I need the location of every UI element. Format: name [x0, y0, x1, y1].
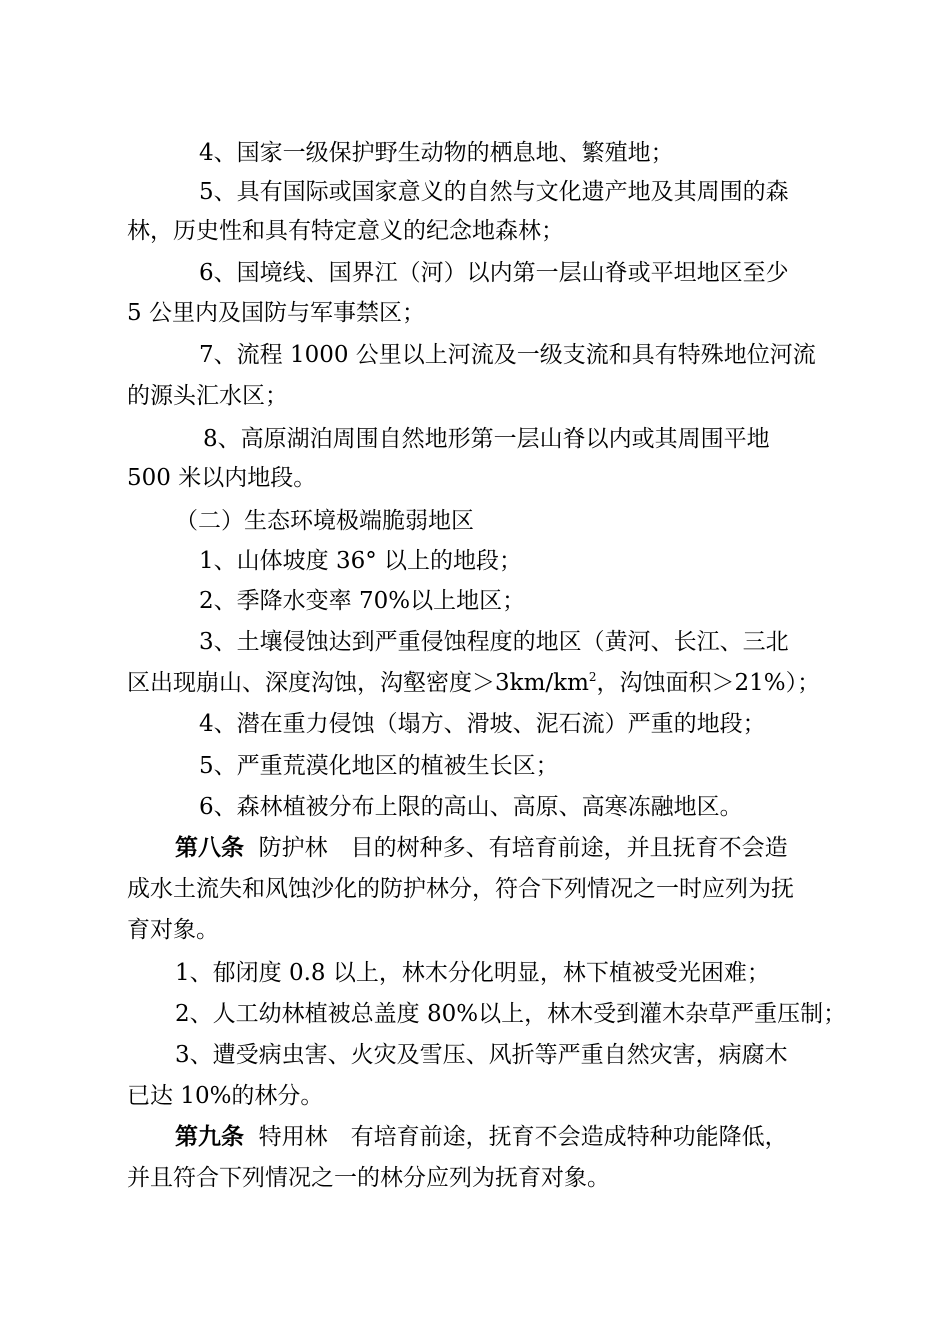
text-line: 500 米以内地段。: [127, 465, 317, 491]
text-segment: 防护林 目的树种多、有培育前途，并且抚育不会造: [258, 835, 788, 861]
text-line: 并且符合下列情况之一的林分应列为抚育对象。: [127, 1165, 610, 1191]
text-line: 2、季降水变率 70%以上地区；: [199, 588, 526, 614]
text-line: 5、具有国际或国家意义的自然与文化遗产地及其周围的森: [199, 179, 789, 205]
text-line: 1、山体坡度 36° 以上的地段；: [199, 548, 523, 574]
text-line: 4、国家一级保护野生动物的栖息地、繁殖地；: [199, 140, 674, 166]
text-line: 6、国境线、国界江（河）以内第一层山脊或平坦地区至少: [199, 260, 789, 286]
article-line: [175, 833, 788, 863]
text-line: 1、郁闭度 0.8 以上，林木分化明显，林下植被受光困难；: [175, 960, 770, 986]
text-segment: ，沟蚀面积＞21%）；: [596, 670, 821, 696]
text-line: 育对象。: [127, 917, 219, 943]
superscript: 2: [588, 670, 597, 684]
text-line: 成水土流失和风蚀沙化的防护林分，符合下列情况之一时应列为抚: [127, 876, 794, 902]
article-title: 第九条: [175, 1123, 244, 1150]
text-line: 已达 10%的林分。: [127, 1083, 324, 1109]
text-line: [127, 668, 820, 698]
text-line: 林，历史性和具有特定意义的纪念地森林；: [127, 218, 564, 244]
text-line: 5、严重荒漠化地区的植被生长区；: [199, 753, 559, 779]
text-line: 7、流程 1000 公里以上河流及一级支流和具有特殊地位河流: [199, 342, 816, 368]
text-line: 8、高原湖泊周围自然地形第一层山脊以内或其周围平地: [203, 426, 770, 452]
text-line: 3、土壤侵蚀达到严重侵蚀程度的地区（黄河、长江、三北: [199, 629, 789, 655]
text-line: 5 公里内及国防与军事禁区；: [127, 300, 425, 326]
text-line: 4、潜在重力侵蚀（塌方、滑坡、泥石流）严重的地段；: [199, 711, 766, 737]
text-line: 6、森林植被分布上限的高山、高原、高寒冻融地区。: [199, 794, 743, 820]
article-title: 第八条: [175, 834, 244, 861]
text-line: 2、人工幼林植被总盖度 80%以上，林木受到灌木杂草严重压制；: [175, 1001, 847, 1027]
section-heading: （二）生态环境极端脆弱地区: [175, 508, 474, 534]
text-segment: 特用林 有培育前途，抚育不会造成特种功能降低，: [258, 1124, 788, 1150]
text-line: 3、遭受病虫害、火灾及雪压、风折等严重自然灾害，病腐木: [175, 1042, 788, 1068]
article-line: [175, 1122, 788, 1152]
text-segment: 区出现崩山、深度沟蚀，沟壑密度＞3km/km: [127, 670, 589, 696]
text-line: 的源头汇水区；: [127, 383, 288, 409]
